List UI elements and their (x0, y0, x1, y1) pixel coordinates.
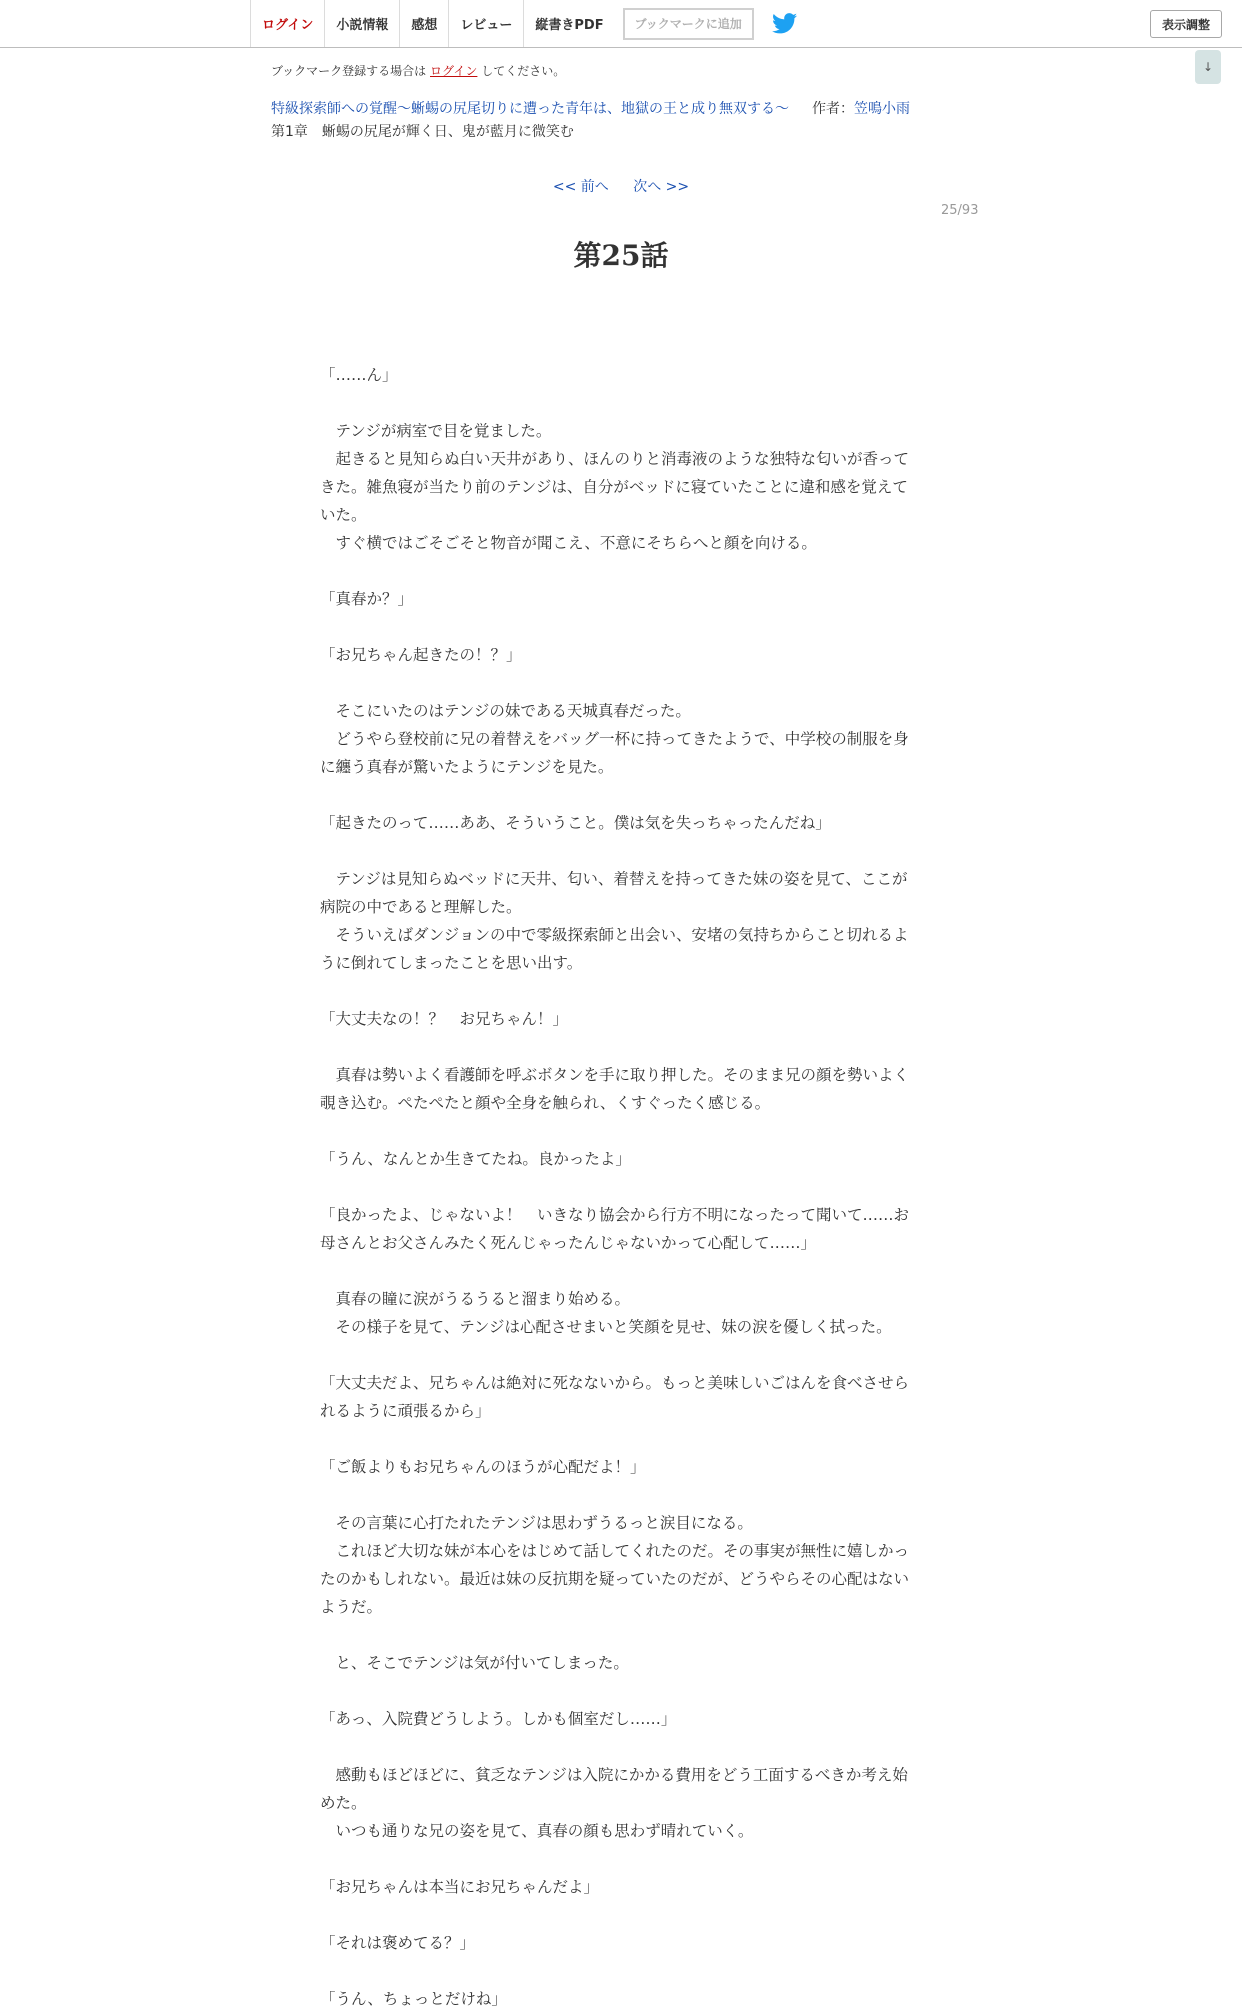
episode-title: 第25話 (573, 239, 669, 272)
notice-before: ブックマーク登録する場合は (271, 64, 427, 78)
body-paragraph: 「お兄ちゃん起きたの！？」 (320, 646, 522, 664)
blank-line (320, 837, 916, 865)
blank-line (320, 1481, 916, 1509)
body-paragraph: 「……ん」 (320, 366, 398, 384)
body-paragraph: 「良かったよ、じゃないよ！ いきなり協会から行方不明になったって聞いて……お母さんとお父さんみたく死んじゃったんじゃないかって心配して……」 (320, 1206, 910, 1252)
next-link[interactable]: 次へ >> (633, 179, 690, 195)
login-link[interactable]: ログイン (250, 0, 324, 47)
body-paragraph: 感動もほどほどに、貧乏なテンジは入院にかかる費用をどう工面するべきか考え始めた。 (320, 1766, 908, 1812)
blank-line (320, 669, 916, 697)
scroll-down-button[interactable]: ↓ (1195, 50, 1221, 84)
body-paragraph: その言葉に心打たれたテンジは思わずうるっと涙目になる。 (320, 1514, 753, 1532)
blank-line (320, 1425, 916, 1453)
body-paragraph: 起きると見知らぬ白い天井があり、ほんのりと消毒液のような独特な匂いが香ってきた。雑魚寝が当たり前のテンジは、自分がベッドに寝ていたことに違和感を覚えていた。 (320, 450, 910, 524)
novel-body (320, 361, 916, 2013)
body-paragraph: 真春は勢いよく看護師を呼ぶボタンを手に取り押した。そのまま兄の顔を勢いよく覗き込む。ぺたぺたと顔や全身を触られ、くすぐったく感じる。 (320, 1066, 910, 1112)
body-paragraph: 「それは褒めてる？」 (320, 1934, 476, 1952)
bookmark-notice (271, 62, 565, 79)
body-paragraph: その様子を見て、テンジは心配させまいと笑顔を見せ、妹の涙を優しく拭った。 (320, 1318, 892, 1336)
notice-after: してください。 (481, 64, 566, 78)
body-paragraph: これほど大切な妹が本心をはじめて話してくれたのだ。その事実が無性に嬉しかったのかもしれない。最近は妹の反抗期を疑っていたのだが、どうやらその心配はないようだ。 (320, 1542, 910, 1616)
novel-title-link[interactable]: 特級探索師への覚醒～蜥蜴の尻尾切りに遭った青年は、地獄の王と成り無双する～ (271, 101, 789, 117)
blank-line (320, 781, 916, 809)
body-paragraph: 「お兄ちゃんは本当にお兄ちゃんだよ」 (320, 1878, 600, 1896)
pager (0, 176, 1242, 196)
body-paragraph: いつも通りな兄の姿を見て、真春の顔も思わず晴れていく。 (320, 1822, 754, 1840)
body-paragraph: 真春の瞳に涙がうるうると溜まり始める。 (320, 1290, 631, 1308)
blank-line (320, 1677, 916, 1705)
prev-link[interactable]: << 前へ (552, 179, 609, 195)
author-label: 作者： (812, 101, 854, 117)
blank-line (320, 977, 916, 1005)
blank-line (320, 1845, 916, 1873)
blank-line (320, 1257, 916, 1285)
blank-line (320, 1117, 916, 1145)
body-paragraph: テンジは見知らぬベッドに天井、匂い、着替えを持ってきた妹の姿を見て、ここが病院の中であると理解した。 (320, 870, 908, 916)
blank-line (320, 1957, 916, 1985)
vertical-pdf-link[interactable]: 縦書きPDF (523, 0, 614, 47)
blank-line (320, 389, 916, 417)
display-settings-button[interactable]: 表示調整 (1150, 10, 1222, 38)
chapter-title: 第1章 蜥蜴の尻尾が輝く日、鬼が藍月に微笑む (271, 124, 574, 140)
add-bookmark-button[interactable]: ブックマークに追加 (623, 8, 754, 40)
twitter-icon[interactable] (772, 13, 798, 35)
blank-line (320, 613, 916, 641)
body-paragraph: テンジが病室で目を覚ました。 (320, 422, 552, 440)
blank-line (320, 1341, 916, 1369)
blank-line (320, 1901, 916, 1929)
blank-line (320, 1173, 916, 1201)
body-paragraph: 「真春か？」 (320, 590, 414, 608)
body-paragraph: と、そこでテンジは気が付いてしまった。 (320, 1654, 629, 1672)
body-paragraph: すぐ横ではごそごそと物音が聞こえ、不意にそちらへと顔を向ける。 (320, 534, 817, 552)
body-paragraph: どうやら登校前に兄の着替えをバッグ一杯に持ってきたようで、中学校の制服を身に纏う真春が驚いたようにテンジを見た。 (320, 730, 909, 776)
body-paragraph: 「大丈夫なの！？ お兄ちゃん！」 (320, 1010, 569, 1028)
blank-line (320, 1733, 916, 1761)
top-bar (0, 0, 1242, 48)
body-paragraph: 「ご飯よりもお兄ちゃんのほうが心配だよ！」 (320, 1458, 646, 1476)
page-counter: 25/93 (941, 203, 979, 218)
notice-login-link[interactable]: ログイン (430, 64, 478, 78)
impressions-link[interactable]: 感想 (399, 0, 448, 47)
blank-line (320, 1621, 916, 1649)
body-paragraph: 「起きたのって……ああ、そういうこと。僕は気を失っちゃったんだね」 (320, 814, 831, 832)
body-paragraph: 「大丈夫だよ、兄ちゃんは絶対に死なないから。もっと美味しいごはんを食べさせられるように頑張るから」 (320, 1374, 910, 1420)
body-paragraph: 「あっ、入院費どうしよう。しかも個室だし……」 (320, 1710, 677, 1728)
body-paragraph: 「うん、なんとか生きてたね。良かったよ」 (320, 1150, 631, 1168)
main-nav (250, 0, 798, 47)
body-paragraph: そこにいたのはテンジの妹である天城真春だった。 (320, 702, 691, 720)
review-link[interactable]: レビュー (448, 0, 523, 47)
author-link[interactable]: 笠鳴小雨 (854, 101, 910, 117)
body-paragraph: 「うん、ちょっとだけね」 (320, 1990, 507, 2008)
blank-line (320, 557, 916, 585)
body-paragraph: そういえばダンジョンの中で零級探索師と出会い、安堵の気持ちからこと切れるように倒れてしまったことを思い出す。 (320, 926, 909, 972)
blank-line (320, 1033, 916, 1061)
novel-info-link[interactable]: 小説情報 (324, 0, 399, 47)
author-line (812, 98, 910, 118)
